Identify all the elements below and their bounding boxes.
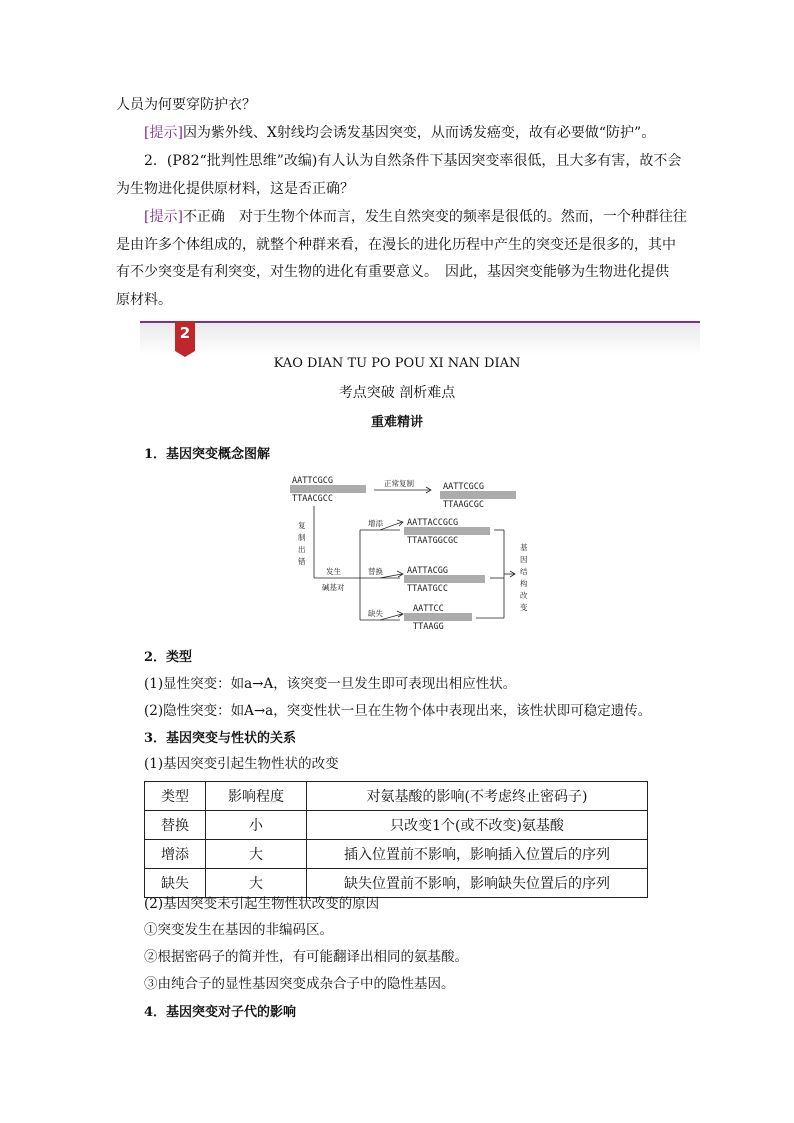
table-row [145,840,648,869]
normal-top-strand: AATTCGCG [443,482,484,492]
hint-label: [提示] [144,209,183,225]
del-label: 缺失 [368,609,383,618]
copy-error-char: 复 [298,521,306,530]
question-2-line-2: 为生物进化提供原材料，这是否正确？ [116,181,354,197]
copy-error-char: 错 [298,557,306,566]
hint-1 [144,124,714,143]
no-trait-change-heading: (2)基因突变未引起生物性状改变的原因 [144,896,380,912]
result-char: 改 [520,591,528,600]
original-top-strand: AATTCGCG [292,476,333,486]
pair-label-1: 发生 [326,567,341,576]
table-cell: 缺失位置前不影响，影响缺失位置后的序列 [307,869,648,898]
add-label: 增添 [368,519,383,528]
result-char: 构 [520,579,528,588]
section-pinyin: KAO DIAN TU PO POU XI NAN DIAN [273,356,521,371]
trait-change-heading: (1)基因突变引起生物性状的改变 [144,756,339,772]
pair-label-2: 碱基对 [322,583,345,592]
result-char: 结 [520,567,528,576]
dominant-mutation: (1)显性突变：如a→A，该突变一旦发生即可表现出相应性状。 [144,676,517,692]
add-top-strand: AATTACCGCG [407,518,459,528]
copy-error-char: 制 [298,533,306,542]
normal-copy-label: 正常复制 [384,479,414,488]
table-cell: 小 [206,811,307,840]
del-bottom-strand: TTAAGG [413,622,444,632]
add-bottom-strand: TTAATGGCGC [407,536,459,546]
section-number: 2 [179,324,191,342]
section-title: 考点突破 剖析难点 [338,385,456,401]
table-cell: 大 [206,840,307,869]
heading-3: 3．基因突变与性状的关系 [144,731,297,746]
gene-mutation-diagram [280,470,540,640]
del-top-strand: AATTCC [413,604,444,614]
hint-text: 因为紫外线、X射线均会诱发基因突变，从而诱发癌变，故有必要做“防护”。 [182,125,656,141]
table-cell: 插入位置前不影响，影响插入位置后的序列 [307,840,648,869]
table-cell: 增添 [145,840,206,869]
sub-top-strand: AATTACGG [407,566,448,576]
table-cell: 大 [206,869,307,898]
hint-2-line-4: 原材料。 [116,292,172,308]
table-row [145,811,648,840]
reason-3: ③由纯合子的显性基因突变成杂合子中的隐性基因。 [144,976,455,992]
copy-error-char: 出 [298,545,306,554]
hint-2-line-1 [144,208,714,227]
table-cell: 只改变1个(或不改变)氨基酸 [307,811,648,840]
original-bottom-strand: TTAACGCC [292,494,333,504]
heading-2: 2．类型 [144,650,193,665]
table-header-row [145,782,648,811]
result-char: 基 [520,543,528,552]
result-char: 变 [520,603,528,612]
table-header: 类型 [145,782,206,811]
hint-text: 不正确 对于生物个体而言，发生自然突变的频率是很低的。然而，一个种群往往 [182,209,687,225]
table-row [145,869,648,898]
recessive-mutation: (2)隐性突变：如A→a，突变性状一旦在生物个体中表现出来，该性状即可稳定遗传。 [144,703,652,719]
table-cell: 缺失 [145,869,206,898]
reason-1: ①突变发生在基因的非编码区。 [144,922,333,938]
hint-label: [提示] [144,125,183,141]
section-rule [140,321,700,323]
sub-bottom-strand: TTAATGCC [407,584,448,594]
hint-2-line-3: 有不少突变是有利突变，对生物的进化有重要意义。 因此，基因突变能够为生物进化提供 [116,264,669,280]
table-cell: 替换 [145,811,206,840]
heading-4: 4．基因突变对子代的影响 [144,1005,297,1020]
section-number-badge [175,321,195,351]
reason-2: ②根据密码子的简并性，有可能翻译出相同的氨基酸。 [144,949,468,965]
section-subtitle: 重难精讲 [370,415,423,430]
hint-2-line-2: 是由许多个体组成的，就整个种群来看，在漫长的进化历程中产生的突变还是很多的，其中 [116,237,676,253]
table-header: 影响程度 [206,782,307,811]
result-char: 因 [520,555,528,564]
section-band [140,323,700,355]
sub-label: 替换 [368,567,383,576]
mutation-effect-table [144,781,648,898]
normal-bottom-strand: TTAAGCGC [443,500,484,510]
intro-line-1: 人员为何要穿防护衣？ [116,97,256,113]
question-2-line-1: 2．(P82“批判性思维”改编)有人认为自然条件下基因突变率很低，且大多有害，故不会 [144,153,682,169]
table-header: 对氨基酸的影响(不考虑终止密码子) [307,782,648,811]
heading-1: 1．基因突变概念图解 [144,447,271,462]
